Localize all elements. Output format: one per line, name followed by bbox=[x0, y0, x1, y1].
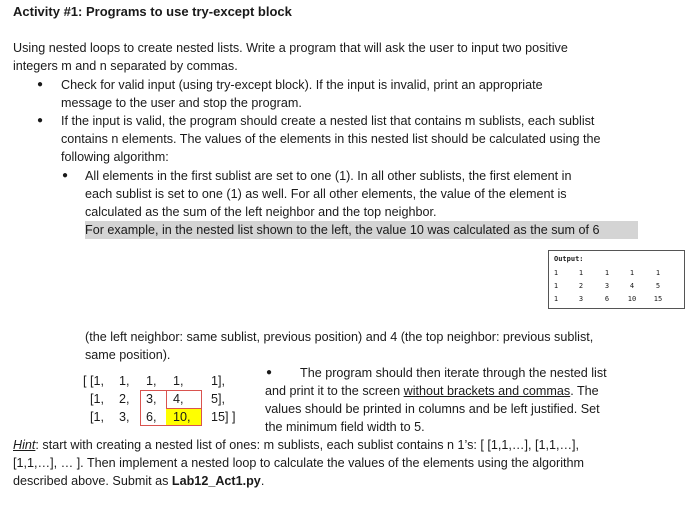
output-box bbox=[548, 250, 685, 309]
matrix-token: 5], bbox=[211, 392, 226, 406]
neighbor-box-4 bbox=[166, 390, 202, 409]
output-cell: 3 bbox=[604, 282, 610, 290]
hint-text: . bbox=[260, 474, 265, 488]
bullet1-line-2: message to the user and stop the program. bbox=[61, 96, 302, 110]
output-cell: 1 bbox=[578, 269, 584, 277]
hint-line-2: [1,1,…], … ]. Then implement a nested loop to calculate the values of the elements using the algorithm bbox=[13, 456, 585, 470]
matrix-token: 1, bbox=[173, 374, 184, 388]
hint-label: Hint bbox=[13, 438, 36, 452]
hint-text: described above. Submit as bbox=[13, 474, 172, 488]
matrix-token: [1, bbox=[90, 392, 105, 406]
intro-line-2: integers m and n separated by commas. bbox=[13, 59, 238, 73]
hint-text: : start with creating a nested list of ones: m sublists, each sublist contains n 1’s: [ [1,1,…], [1,1,…], bbox=[35, 438, 580, 452]
matrix-token: 2, bbox=[119, 392, 130, 406]
matrix-token: 6, bbox=[146, 410, 157, 424]
matrix-token: 15] ] bbox=[211, 410, 236, 424]
underlined-phrase: without brackets and commas bbox=[403, 384, 571, 398]
hint-line-3 bbox=[13, 472, 264, 490]
activity-title: Activity #1: Programs to use try-except block bbox=[13, 4, 292, 19]
subbullet-line-1: All elements in the first sublist are set to one (1). In all other sublists, the first element in bbox=[85, 169, 572, 183]
bullet2-line-3: following algorithm: bbox=[61, 150, 169, 164]
bullet-dot-icon: ● bbox=[266, 367, 273, 378]
bullet3-line-2 bbox=[265, 382, 599, 400]
bullet2-line-2: contains n elements. The values of the elements in this nested list should be calculated using the bbox=[61, 132, 601, 146]
matrix-token: 4, bbox=[173, 392, 184, 406]
output-cell: 5 bbox=[655, 282, 661, 290]
subbullet-line-3: calculated as the sum of the left neighbor and the top neighbor. bbox=[85, 205, 437, 219]
bullet3-text: . The bbox=[570, 384, 599, 398]
bullet2-line-1: If the input is valid, the program should create a nested list that contains m sublists, each sublist bbox=[61, 114, 595, 128]
continuation-line-2: same position). bbox=[85, 348, 171, 362]
output-cell: 6 bbox=[604, 295, 610, 303]
subbullet-line-2: each sublist is set to one (1) as well. For all other elements, the value of the element is bbox=[85, 187, 567, 201]
hint-line-1 bbox=[13, 436, 579, 454]
output-cell: 1 bbox=[553, 269, 559, 277]
output-cell: 4 bbox=[629, 282, 635, 290]
matrix-token: [ [1, bbox=[83, 374, 104, 388]
output-cell: 2 bbox=[578, 282, 584, 290]
matrix-token: 3, bbox=[119, 410, 130, 424]
bullet3-line-4: the minimum field width to 5. bbox=[265, 420, 425, 434]
intro-line-1: Using nested loops to create nested lists. Write a program that will ask the user to input two positive bbox=[13, 41, 568, 55]
matrix-token: 10, bbox=[173, 410, 191, 424]
output-cell: 15 bbox=[653, 295, 663, 303]
output-cell: 1 bbox=[604, 269, 610, 277]
matrix-token: 3, bbox=[146, 392, 157, 406]
matrix-token: 1], bbox=[211, 374, 226, 388]
bullet3-line-3: values should be printed in columns and be left justified. Set bbox=[265, 402, 600, 416]
matrix-token: 1, bbox=[146, 374, 157, 388]
output-label: Output: bbox=[554, 255, 584, 263]
matrix-token: [1, bbox=[90, 410, 105, 424]
bullet-dot-icon: ● bbox=[37, 79, 44, 90]
output-cell: 1 bbox=[553, 295, 559, 303]
continuation-line-1: (the left neighbor: same sublist, previous position) and 4 (the top neighbor: previous sublist, bbox=[85, 330, 594, 344]
output-cell: 1 bbox=[553, 282, 559, 290]
bullet-dot-icon: ● bbox=[37, 115, 44, 126]
bullet1-line-1: Check for valid input (using try-except block). If the input is invalid, print an appropriate bbox=[61, 78, 543, 92]
output-cell: 3 bbox=[578, 295, 584, 303]
output-cell: 1 bbox=[655, 269, 661, 277]
output-cell: 10 bbox=[627, 295, 637, 303]
bullet-dot-icon: ● bbox=[62, 170, 69, 181]
submission-filename: Lab12_Act1.py bbox=[171, 474, 261, 488]
output-cell: 1 bbox=[629, 269, 635, 277]
matrix-token: 1, bbox=[119, 374, 130, 388]
bullet3-text: and print it to the screen bbox=[265, 384, 404, 398]
bullet3-line-1: The program should then iterate through the nested list bbox=[300, 366, 607, 380]
highlighted-line: For example, in the nested list shown to the left, the value 10 was calculated as the sum of 6 bbox=[85, 221, 638, 239]
